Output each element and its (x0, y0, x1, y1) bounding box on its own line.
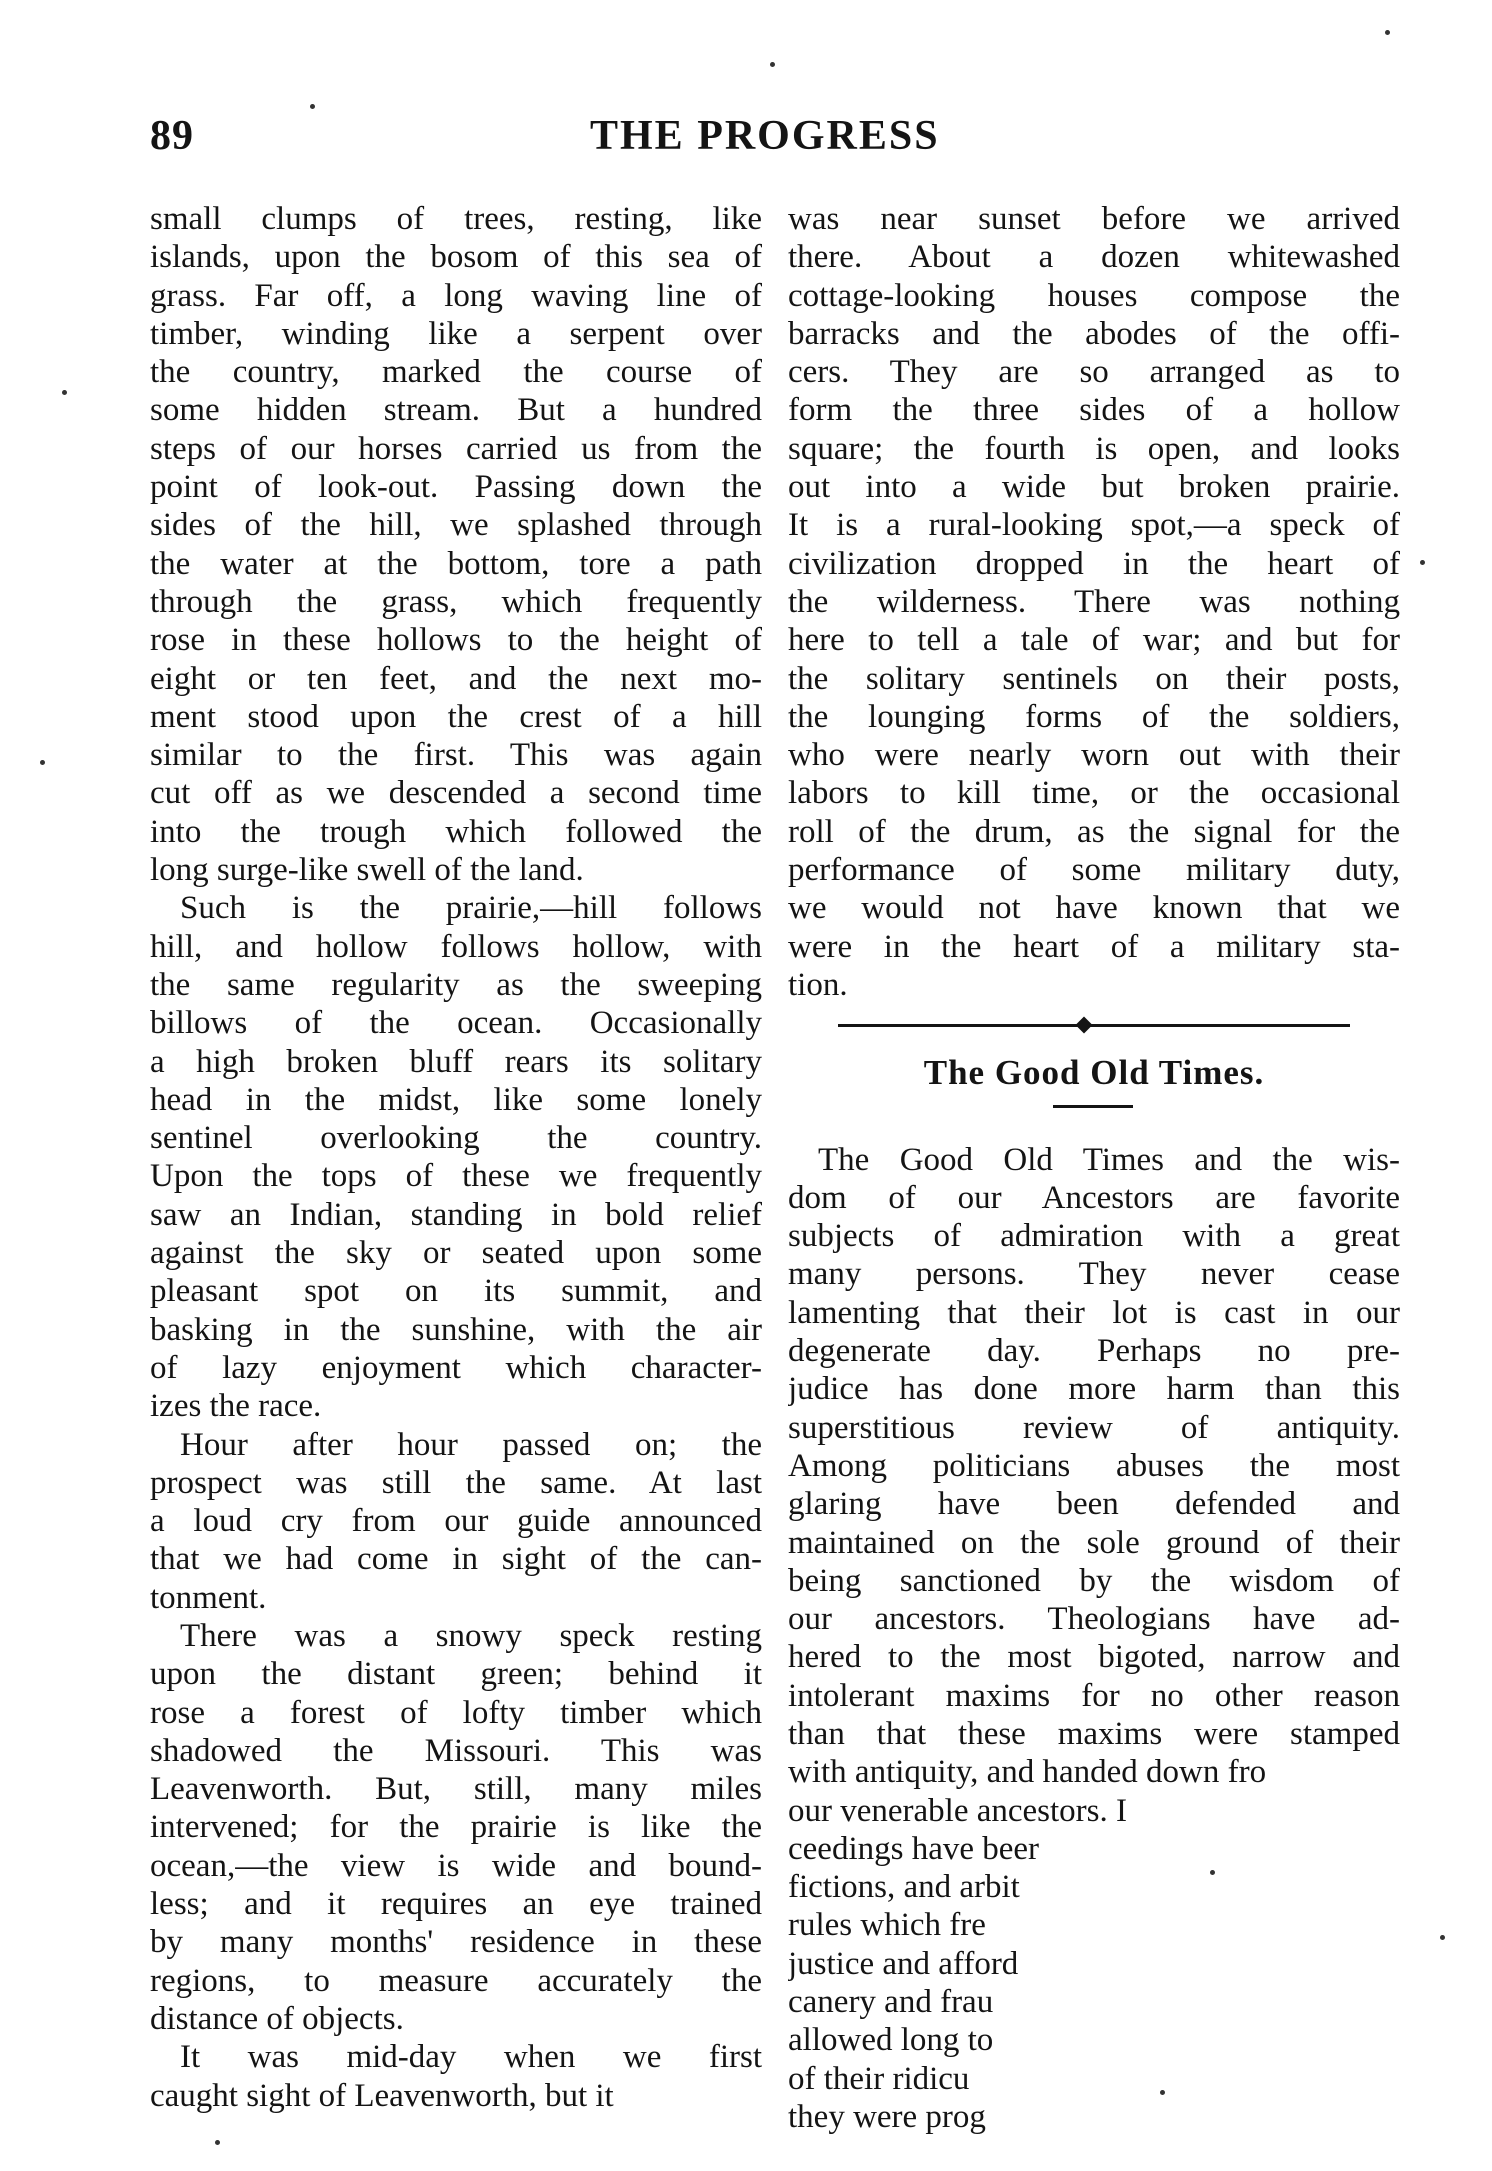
text-line: It was mid-day when we first (180, 2039, 762, 2076)
text-line: point of look-out. Passing down the (150, 469, 762, 506)
text-line: who were nearly worn out with their (788, 737, 1400, 774)
text-line: fictions, and arbit (788, 1869, 1020, 1906)
right-column (788, 200, 1400, 2135)
text-line: ocean,—the view is wide and bound- (150, 1847, 762, 1884)
text-line: being sanctioned by the wisdom of (788, 1562, 1400, 1599)
text-line: that we had come in sight of the can- (150, 1541, 762, 1578)
text-line: out into a wide but broken prairie. (788, 469, 1400, 506)
text-line: with antiquity, and handed down fro (788, 1754, 1267, 1791)
text-line: small clumps of trees, resting, like (150, 201, 762, 237)
text-line: canery and frau (788, 1984, 994, 2021)
text-line: a loud cry from our guide announced (150, 1503, 762, 1540)
text-line: cers. They are so arranged as to (788, 354, 1400, 391)
text-line: form the three sides of a hollow (788, 392, 1400, 429)
text-line: sides of the hill, we splashed through (150, 507, 762, 544)
text-line: Hour after hour passed on; the (180, 1426, 762, 1463)
text-line: we would not have known that we (788, 890, 1400, 927)
text-line: through the grass, which frequently (150, 583, 762, 620)
good-old-times-article (788, 1141, 1400, 2137)
text-line: glaring have been defended and (788, 1486, 1400, 1523)
text-line: intolerant maxims for no other reason (788, 1677, 1400, 1714)
print-speck (770, 62, 775, 67)
print-speck (215, 2140, 220, 2145)
text-line: head in the midst, like some lonely (150, 1081, 762, 1118)
text-line: superstitious review of antiquity. (788, 1409, 1400, 1446)
text-line: the wilderness. There was nothing (788, 583, 1400, 620)
text-line: hill, and hollow follows hollow, with (150, 928, 762, 965)
text-line: the water at the bottom, tore a path (150, 545, 762, 582)
text-line: intervened; for the prairie is like the (150, 1809, 762, 1846)
text-line: the lounging forms of the soldiers, (788, 698, 1400, 735)
text-line: our ancestors. Theologians have ad- (788, 1601, 1400, 1638)
print-speck (40, 760, 45, 765)
text-line: timber, winding like a serpent over (150, 315, 762, 352)
text-line: subjects of admiration with a great (788, 1218, 1400, 1255)
section-heading: The Good Old Times. (923, 1052, 1265, 1092)
text-line: tion. (788, 966, 848, 1003)
text-line: long surge-like swell of the land. (150, 852, 584, 889)
text-line: into the trough which followed the (150, 813, 762, 850)
text-line: dom of our Ancestors are favorite (788, 1179, 1400, 1216)
text-line: our venerable ancestors. I (788, 1792, 1128, 1829)
text-line: It is a rural-looking spot,—a speck of (788, 507, 1400, 544)
text-line: performance of some military duty, (788, 852, 1400, 889)
page-number: 89 (150, 113, 194, 159)
text-line: grass. Far off, a long waving line of (150, 277, 762, 314)
text-line: The Good Old Times and the wis- (818, 1141, 1400, 1178)
text-line: izes the race. (150, 1388, 322, 1425)
text-line: labors to kill time, or the occasional (788, 775, 1400, 812)
text-line: ceedings have beer (788, 1830, 1040, 1867)
text-line: cottage-looking houses compose the (788, 277, 1400, 314)
text-line: pleasant spot on its summit, and (150, 1273, 762, 1310)
text-line: judice has done more harm than this (788, 1371, 1400, 1408)
text-line: were in the heart of a military sta- (788, 928, 1400, 965)
text-line: roll of the drum, as the signal for the (788, 813, 1400, 850)
print-speck (1210, 1870, 1215, 1875)
text-line: Upon the tops of these we frequently (150, 1158, 762, 1195)
text-line: was near sunset before we arrived (788, 201, 1400, 237)
text-line: many persons. They never cease (788, 1256, 1400, 1293)
text-line: maintained on the sole ground of their (788, 1524, 1400, 1561)
text-line: here to tell a tale of war; and but for (788, 622, 1400, 659)
page-header (150, 112, 1390, 172)
running-title: THE PROGRESS (590, 113, 940, 159)
text-line: sentinel overlooking the country. (150, 1120, 762, 1157)
text-line: similar to the first. This was again (150, 737, 762, 774)
text-line: hered to the most bigoted, narrow and (788, 1639, 1400, 1676)
text-line: rose a forest of lofty timber which (150, 1694, 762, 1731)
text-line: caught sight of Leavenworth, but it (150, 2077, 614, 2114)
print-speck (1385, 30, 1390, 35)
text-line: rose in these hollows to the height of (150, 622, 762, 659)
print-speck (1440, 1935, 1445, 1940)
text-line: lamenting that their lot is cast in our (788, 1294, 1400, 1331)
ornamental-rule (788, 1004, 1400, 1042)
text-line: Such is the prairie,—hill follows (180, 890, 762, 927)
text-line: the solitary sentinels on their posts, (788, 660, 1400, 697)
text-line: they were prog (788, 2098, 986, 2135)
text-line: cut off as we descended a second time (150, 775, 762, 812)
text-line: there. About a dozen whitewashed (788, 239, 1400, 276)
text-line: upon the distant green; behind it (150, 1656, 762, 1693)
print-speck (62, 390, 67, 395)
text-line: ment stood upon the crest of a hill (150, 698, 762, 735)
print-speck (1420, 560, 1425, 565)
text-line: tonment. (150, 1579, 267, 1616)
right-column-article-end (788, 200, 1400, 1004)
text-line: saw an Indian, standing in bold relief (150, 1196, 762, 1233)
text-line: billows of the ocean. Occasionally (150, 1005, 762, 1042)
text-line: the same regularity as the sweeping (150, 966, 762, 1003)
left-column (150, 200, 762, 2114)
text-line: basking in the sunshine, with the air (150, 1311, 762, 1348)
text-line: less; and it requires an eye trained (150, 1886, 762, 1923)
text-line: of lazy enjoyment which character- (150, 1349, 762, 1386)
text-line: some hidden stream. But a hundred (150, 392, 762, 429)
text-line: degenerate day. Perhaps no pre- (788, 1333, 1400, 1370)
text-line: shadowed the Missouri. This was (150, 1732, 762, 1769)
text-line: islands, upon the bosom of this sea of (150, 239, 762, 276)
text-line: Among politicians abuses the most (788, 1447, 1400, 1484)
text-line: square; the fourth is open, and looks (788, 430, 1400, 467)
print-speck (310, 104, 315, 109)
text-line: steps of our horses carried us from the (150, 430, 762, 467)
text-line: justice and afford (788, 1945, 1019, 1982)
text-line: by many months' residence in these (150, 1924, 762, 1961)
text-line: the country, marked the course of (150, 354, 762, 391)
text-line: against the sky or seated upon some (150, 1235, 762, 1272)
text-line: Leavenworth. But, still, many miles (150, 1771, 762, 1808)
text-line: eight or ten feet, and the next mo- (150, 660, 762, 697)
text-line: allowed long to (788, 2022, 994, 2059)
text-line: distance of objects. (150, 2000, 404, 2037)
text-line: of their ridicu (788, 2060, 970, 2097)
heading-rule (788, 1103, 1400, 1117)
text-line: prospect was still the same. At last (150, 1464, 762, 1501)
print-speck (1160, 2090, 1165, 2095)
text-line: rules which fre (788, 1907, 986, 1944)
text-line: than that these maxims were stamped (788, 1715, 1400, 1752)
text-line: There was a snowy speck resting (180, 1617, 762, 1654)
text-line: barracks and the abodes of the offi- (788, 315, 1400, 352)
text-line: a high broken bluff rears its solitary (150, 1043, 762, 1080)
text-line: regions, to measure accurately the (150, 1962, 762, 1999)
text-line: civilization dropped in the heart of (788, 545, 1400, 582)
